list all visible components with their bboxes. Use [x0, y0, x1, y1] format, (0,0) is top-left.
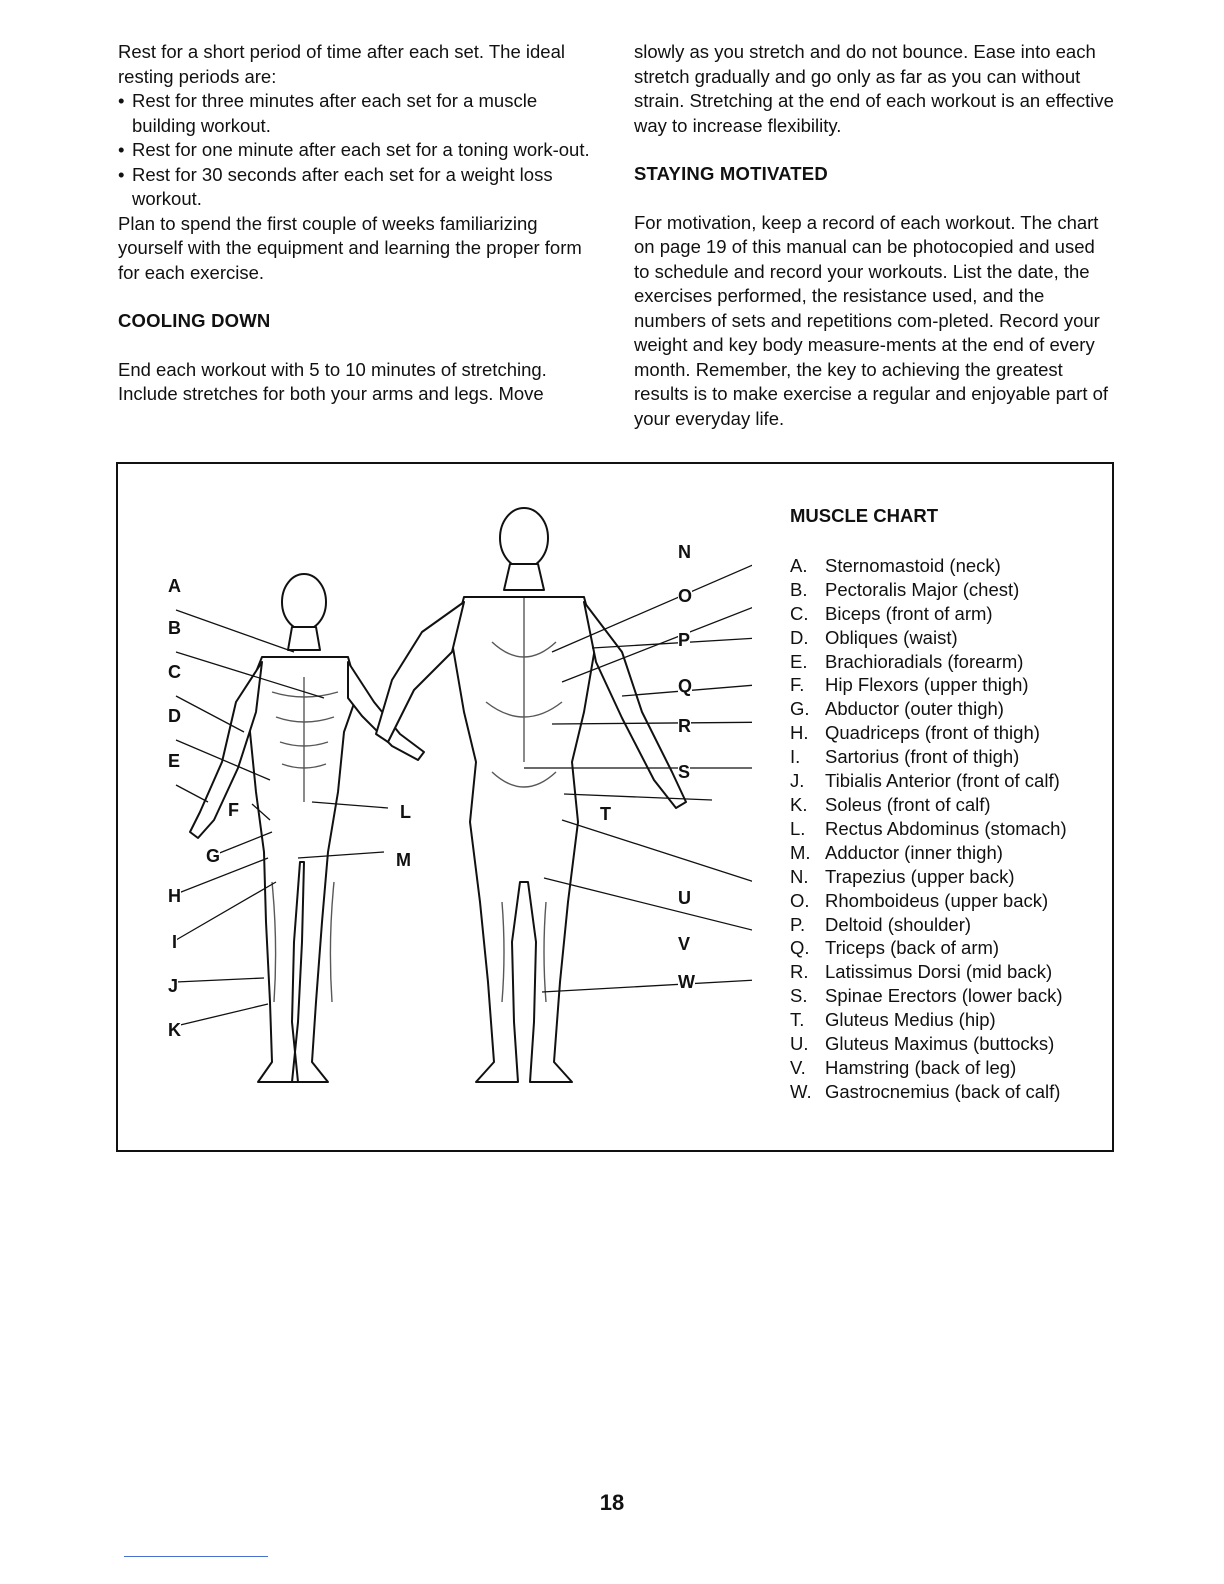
list-item: [790, 745, 1067, 769]
figure-label-h: H: [168, 886, 181, 906]
list-item: • Rest for 30 seconds after each set for a weight loss workout.: [118, 163, 598, 212]
muscle-letter: W.: [790, 1080, 812, 1102]
muscle-letter: L.: [790, 817, 806, 839]
cooling-down-paragraph: End each workout with 5 to 10 minutes of stretching. Include stretches for both your arms and legs. Move: [118, 358, 547, 404]
muscle-letter: N.: [790, 865, 809, 887]
rest-periods-list: [118, 89, 598, 212]
figure-label-e: E: [168, 751, 181, 771]
muscle-name: Gastrocnemius (back of calf): [825, 1080, 1061, 1102]
list-item: [790, 817, 1067, 841]
muscle-name: Sternomastoid (neck): [825, 554, 1001, 576]
muscle-name: Gluteus Medius (hip): [825, 1009, 996, 1031]
left-column: [118, 40, 598, 407]
muscle-letter: T.: [790, 1009, 805, 1031]
figure-label-g: G: [206, 846, 221, 866]
list-item: [790, 984, 1067, 1008]
list-item: [790, 1080, 1067, 1104]
list-item: [790, 865, 1067, 889]
muscle-letter: J.: [790, 770, 805, 792]
muscle-name: Gluteus Maximus (buttocks): [825, 1033, 1055, 1055]
muscle-name: Adductor (inner thigh): [825, 841, 1003, 863]
list-item: • Rest for three minutes after each set for a muscle building workout.: [118, 89, 598, 138]
list-item: [790, 697, 1067, 721]
list-item: [790, 889, 1067, 913]
staying-motivated-heading: STAYING MOTIVATED: [634, 163, 828, 184]
muscle-letter: E.: [790, 650, 808, 672]
muscle-letter: D.: [790, 626, 809, 648]
figure-label-n: N: [678, 542, 691, 562]
figure-label-l: L: [400, 802, 411, 822]
muscle-letter: A.: [790, 554, 808, 576]
muscle-name: Obliques (waist): [825, 626, 958, 648]
muscle-letter: I.: [790, 746, 801, 768]
muscle-letter: U.: [790, 1033, 809, 1055]
figure-label-b: B: [168, 618, 181, 638]
figure-label-v: V: [678, 934, 691, 954]
muscle-name: Abductor (outer thigh): [825, 698, 1004, 720]
muscle-letter: H.: [790, 722, 809, 744]
muscle-chart-box: [116, 462, 1114, 1152]
muscle-figure-illustration: [152, 502, 752, 1102]
list-item: [790, 936, 1067, 960]
figure-label-d: D: [168, 706, 181, 726]
cooling-down-continued: slowly as you stretch and do not bounce. Ease into each stretch gradually and go only as far as you can without strain. Stretching at the end of each workout is an effective way to increase flexibility.: [634, 41, 1114, 136]
muscle-letter: Q.: [790, 937, 810, 959]
list-item: [790, 626, 1067, 650]
list-item: • Rest for one minute after each set for a toning work-out.: [118, 138, 598, 163]
muscle-chart-legend: [790, 504, 1067, 1104]
muscle-name: Tibialis Anterior (front of calf): [825, 770, 1060, 792]
muscle-letter: C.: [790, 602, 809, 624]
muscle-name: Triceps (back of arm): [825, 937, 1000, 959]
figure-label-i: I: [172, 932, 178, 952]
page-number: 18: [599, 1490, 625, 1515]
muscle-name: Quadriceps (front of thigh): [825, 722, 1040, 744]
muscle-letter: K.: [790, 793, 808, 815]
muscle-letter: B.: [790, 578, 808, 600]
muscle-name: Pectoralis Major (chest): [825, 578, 1020, 600]
list-item: [790, 554, 1067, 578]
list-item: [790, 960, 1067, 984]
muscle-name: Brachioradials (forearm): [825, 650, 1024, 672]
list-item: [790, 602, 1067, 626]
list-item: [790, 769, 1067, 793]
muscle-letter: O.: [790, 889, 810, 911]
muscle-name: Deltoid (shoulder): [825, 913, 972, 935]
staying-motivated-paragraph: For motivation, keep a record of each workout. The chart on page 19 of this manual can be photocopied and used to schedule and record your workouts. List the date, the exercises performed, the resistance used, and the numbers of sets and repetitions com-pleted. Record your weight and key body measure-ments at the end of every month. Remember, the key to achieving the greatest results is to make exercise a regular and enjoyable part of your everyday life.: [634, 211, 1109, 429]
list-item: [790, 1056, 1067, 1080]
muscle-letter: V.: [790, 1056, 806, 1078]
muscle-letter: M.: [790, 841, 811, 863]
muscle-letter: S.: [790, 985, 808, 1007]
muscle-name: Soleus (front of calf): [825, 793, 991, 815]
muscle-name: Sartorius (front of thigh): [825, 746, 1020, 768]
figure-label-c: C: [168, 662, 181, 682]
figure-label-r: R: [678, 716, 691, 736]
list-item: [790, 721, 1067, 745]
muscle-name: Rectus Abdominus (stomach): [825, 817, 1067, 839]
muscle-name: Trapezius (upper back): [825, 865, 1015, 887]
figure-label-m: M: [396, 850, 411, 870]
figure-label-u: U: [678, 888, 691, 908]
figure-label-o: O: [678, 586, 693, 606]
figure-label-s: S: [678, 762, 691, 782]
footer-rule: [124, 1556, 268, 1557]
plan-paragraph: Plan to spend the first couple of weeks familiarizing yourself with the equipment and learning the proper form for each exercise.: [118, 212, 582, 283]
muscle-letter: G.: [790, 698, 810, 720]
figure-label-j: J: [168, 976, 179, 996]
figure-label-p: P: [678, 630, 691, 650]
cooling-down-heading: COOLING DOWN: [118, 310, 271, 331]
rest-intro: Rest for a short period of time after each set. The ideal resting periods are:: [118, 41, 565, 87]
list-item: [790, 841, 1067, 865]
list-item: [790, 673, 1067, 697]
muscle-chart-title: MUSCLE CHART: [790, 505, 938, 526]
list-item: [790, 793, 1067, 817]
figure-label-f: F: [228, 800, 239, 820]
figure-label-w: W: [678, 972, 695, 992]
figure-label-a: A: [168, 576, 181, 596]
list-item: [790, 1032, 1067, 1056]
list-item: [790, 578, 1067, 602]
muscle-name: Rhomboideus (upper back): [825, 889, 1049, 911]
muscle-name: Biceps (front of arm): [825, 602, 993, 624]
list-item: [790, 1008, 1067, 1032]
muscle-name: Hip Flexors (upper thigh): [825, 674, 1029, 696]
list-item: [790, 650, 1067, 674]
muscle-name: Hamstring (back of leg): [825, 1056, 1017, 1078]
list-item: [790, 913, 1067, 937]
muscle-name: Spinae Erectors (lower back): [825, 985, 1063, 1007]
figure-label-q: Q: [678, 676, 693, 696]
muscle-chart-list: [790, 554, 1067, 1104]
right-column: [634, 40, 1114, 431]
muscle-name: Latissimus Dorsi (mid back): [825, 961, 1053, 983]
figure-label-k: K: [168, 1020, 181, 1040]
figure-label-t: T: [600, 804, 611, 824]
muscle-letter: R.: [790, 961, 809, 983]
muscle-letter: F.: [790, 674, 805, 696]
muscle-letter: P.: [790, 913, 806, 935]
